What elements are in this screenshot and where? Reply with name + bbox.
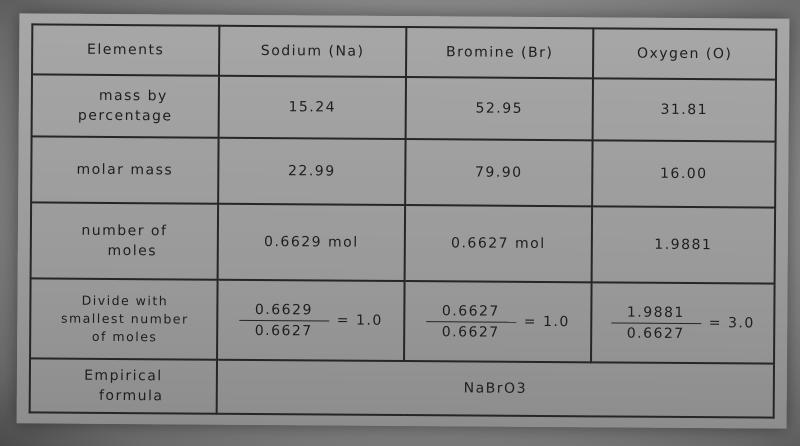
divide-o-denominator: 0.6627	[626, 325, 685, 342]
empirical-formula-table	[29, 23, 778, 418]
divide-na-denominator: 0.6627	[254, 322, 313, 339]
empirical-row	[30, 358, 774, 417]
divide-br-denominator: 0.6627	[441, 323, 500, 341]
moles-br: 0.6627 mol	[405, 205, 593, 282]
divide-br-result: = 1.0	[523, 313, 570, 331]
header-bromine: Bromine (Br)	[406, 27, 593, 78]
moles-o: 1.9881	[592, 206, 776, 283]
empirical-label-line1: Empirical	[84, 367, 163, 385]
divide-o-result: = 3.0	[708, 315, 755, 332]
header-elements: Elements	[32, 24, 219, 75]
divide-na-stack	[239, 301, 329, 339]
molar-mass-label: molar mass	[31, 136, 218, 203]
mass-percent-na: 15.24	[219, 76, 406, 139]
moles-row	[31, 202, 776, 283]
mass-percent-label	[32, 74, 219, 137]
divide-o-stack	[611, 304, 701, 342]
moles-label	[31, 202, 219, 279]
mass-percent-label-line2: percentage	[77, 107, 173, 125]
divide-label	[30, 278, 218, 359]
header-row	[32, 24, 776, 79]
moles-label-line1: number of	[81, 222, 168, 240]
divide-label-line3: of moles	[91, 328, 158, 345]
divide-br-fraction	[426, 303, 570, 341]
empirical-formula-value: NaBrO3	[217, 360, 774, 418]
mass-percent-label-line1: mass by	[98, 87, 168, 105]
divide-br-stack	[426, 303, 516, 341]
divide-na-numerator: 0.6629	[254, 301, 313, 318]
divide-row	[30, 278, 775, 363]
paper-sheet	[17, 13, 790, 428]
divide-label-line1: Divide with	[81, 292, 169, 309]
divide-o-fraction	[611, 304, 755, 342]
header-oxygen: Oxygen (O)	[593, 28, 776, 79]
molar-mass-o: 16.00	[592, 140, 775, 207]
divide-label-line2: smallest number	[60, 310, 189, 327]
divide-o	[591, 282, 775, 363]
divide-na	[217, 280, 405, 361]
header-sodium: Sodium (Na)	[219, 26, 406, 77]
mass-percent-br: 52.95	[406, 77, 593, 140]
molar-mass-na: 22.99	[218, 138, 405, 205]
divide-br-numerator: 0.6627	[441, 302, 500, 320]
molar-mass-br: 79.90	[405, 139, 592, 206]
divide-na-result: = 1.0	[336, 312, 383, 329]
divide-na-fraction	[239, 301, 383, 339]
mass-percent-o: 31.81	[593, 78, 776, 141]
moles-na: 0.6629 mol	[218, 204, 406, 281]
empirical-label-line2: formula	[98, 387, 164, 405]
empirical-label	[30, 358, 217, 413]
divide-br	[404, 281, 592, 362]
mass-percent-row	[32, 74, 776, 141]
molar-mass-row	[31, 136, 775, 207]
moles-label-line2: moles	[107, 242, 158, 260]
divide-o-numerator: 1.9881	[626, 304, 685, 321]
